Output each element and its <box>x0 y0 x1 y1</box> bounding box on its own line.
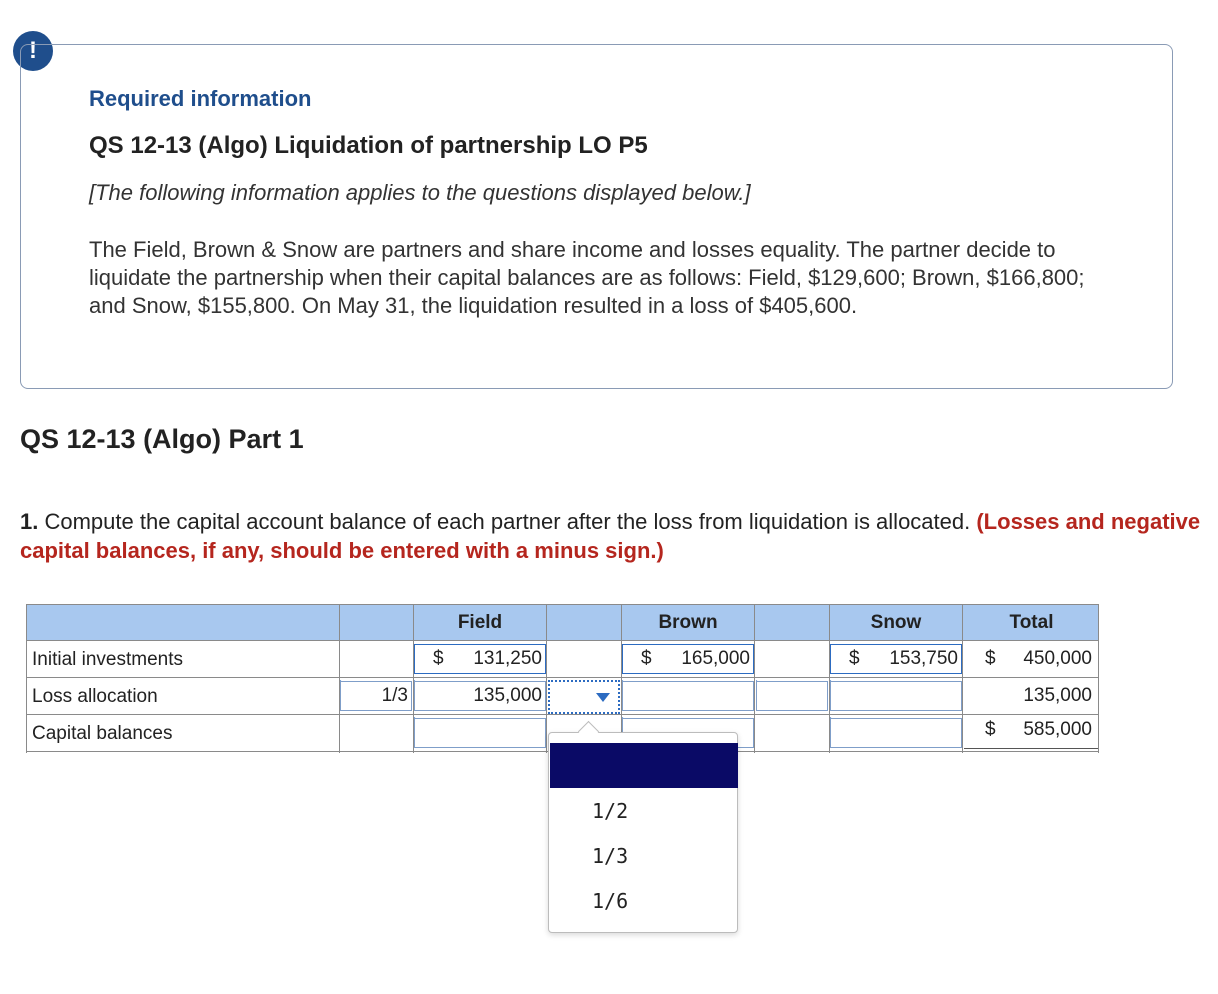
alert-icon: ! <box>13 31 53 71</box>
total-loss-value: 135,000 <box>1023 685 1092 706</box>
ratio-dropdown-menu <box>548 732 738 933</box>
total-initial-value: 450,000 <box>1023 648 1092 669</box>
part-heading: QS 12-13 (Algo) Part 1 <box>20 424 304 454</box>
capital-table <box>26 604 1099 753</box>
field-initial-dollar: $ <box>433 648 444 669</box>
dropdown-option-blank[interactable] <box>550 743 738 788</box>
chevron-down-icon[interactable] <box>596 693 610 702</box>
grid-line <box>339 604 340 753</box>
instruction-text <box>20 507 1210 565</box>
field-capital-input[interactable] <box>414 718 546 748</box>
grid-line <box>546 604 547 753</box>
header-snow: Snow <box>870 612 922 633</box>
grid-line <box>26 714 1099 715</box>
total-capital-value: 585,000 <box>1023 719 1092 740</box>
dropdown-option[interactable]: 1/3 <box>592 844 629 868</box>
snow-initial-dollar: $ <box>849 648 860 669</box>
grid-line <box>1098 604 1099 753</box>
grid-line <box>754 604 755 753</box>
snow-ratio-input[interactable] <box>756 681 828 711</box>
grid-line <box>26 677 1099 678</box>
following-note: [The following information applies to the questions displayed below.] <box>89 180 751 205</box>
field-ratio-value: 1/3 <box>381 685 408 706</box>
grid-line <box>962 604 963 753</box>
double-underline <box>964 748 1098 749</box>
brown-initial-dollar: $ <box>641 648 652 669</box>
header-field: Field <box>457 612 503 633</box>
instruction-number: 1. <box>20 509 39 534</box>
header-total: Total <box>1009 612 1054 633</box>
problem-paragraph: The Field, Brown & Snow are partners and share income and losses equality. The partner decide to liquidate the partnership when their capital balances are as follows: Field, $129,600; Brown, $166,800; and Snow, $155,800. On May 31, the liquidation resulted in a loss of $405,600. <box>89 237 1085 318</box>
row-label-loss-allocation: Loss allocation <box>32 686 158 707</box>
instruction-warning: (Losses and negative capital balances, if any, should be entered with a minus sign.) <box>20 509 1201 563</box>
dropdown-option[interactable]: 1/6 <box>592 889 629 913</box>
instruction-body: Compute the capital account balance of each partner after the loss from liquidation is allocated. <box>38 509 977 534</box>
total-capital-dollar: $ <box>985 719 996 740</box>
question-title: QS 12-13 (Algo) Liquidation of partnership LO P5 <box>89 132 648 159</box>
row-label-initial-investments: Initial investments <box>32 649 184 670</box>
header-brown: Brown <box>658 612 718 633</box>
grid-line <box>26 604 27 753</box>
snow-loss-input[interactable] <box>830 681 962 711</box>
snow-capital-input[interactable] <box>830 718 962 748</box>
row-label-capital-balances: Capital balances <box>32 723 173 744</box>
field-loss-value: 135,000 <box>473 685 542 706</box>
dropdown-option[interactable]: 1/2 <box>592 799 629 823</box>
brown-initial-value: 165,000 <box>681 648 750 669</box>
brown-loss-input[interactable] <box>622 681 754 711</box>
snow-initial-value: 153,750 <box>889 648 958 669</box>
required-information-label: Required information <box>89 86 312 111</box>
field-initial-value: 131,250 <box>473 648 542 669</box>
total-initial-dollar: $ <box>985 648 996 669</box>
